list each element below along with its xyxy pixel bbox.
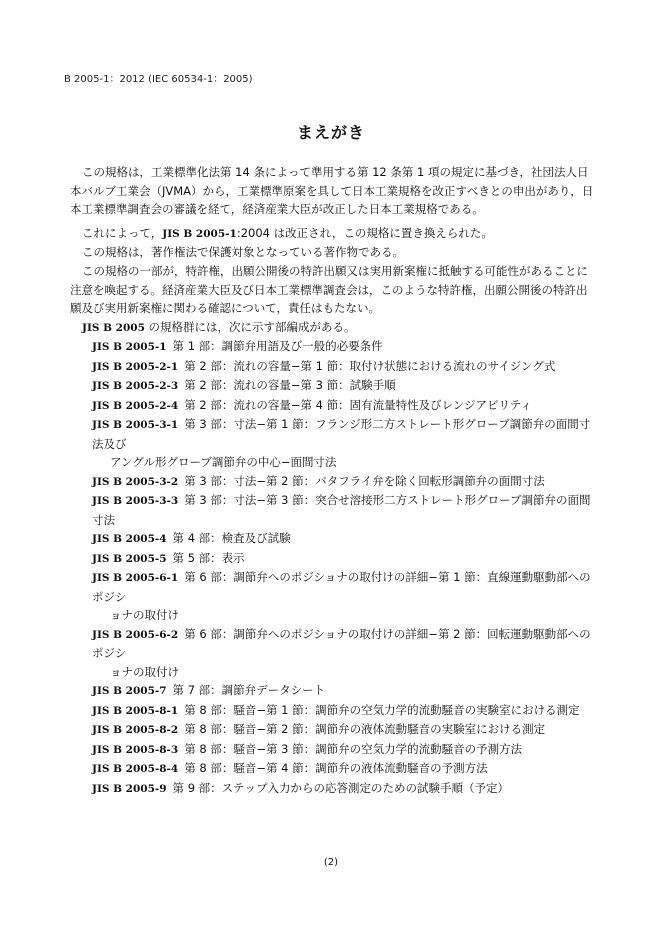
- part-code: JIS B 2005-5: [92, 552, 167, 565]
- part-code: JIS B 2005-8-2: [92, 724, 179, 736]
- list-item: [92, 491, 597, 529]
- part-code: JIS B 2005-2-3: [92, 380, 179, 392]
- part-title: 第 3 部：寸法−第 2 節：バタフライ弁を除く回転形調節弁の面間寸法: [184, 473, 545, 488]
- part-title: 第 6 部：調節弁へのポジショナの取付けの詳細−第 1 節：直線運動駆動部へのポジシ: [92, 570, 591, 604]
- part-title: 第 2 部：流れの容量−第 4 節：固有流量特性及びレンジアビリティ: [184, 397, 532, 412]
- part-code: JIS B 2005-8-3: [92, 743, 179, 756]
- foreword-paragraph-5: [82, 318, 607, 338]
- part-code: JIS B 2005-7: [92, 685, 167, 697]
- part-code: JIS B 2005-3-2: [92, 475, 179, 488]
- list-item: [92, 376, 597, 396]
- part-title-continuation: ョナの取付け: [110, 664, 179, 679]
- list-item: [92, 701, 597, 721]
- part-code: JIS B 2005-9: [92, 782, 167, 795]
- list-item: [92, 472, 597, 492]
- p5-standard-code: JIS B 2005: [82, 322, 145, 334]
- p2-standard-code: JIS B 2005-1: [162, 228, 237, 240]
- part-title: 第 6 部：調節弁へのポジショナの取付けの詳細−第 2 節：回転運動駆動部へのポジシ: [92, 626, 591, 660]
- page-title: まえがき: [296, 123, 365, 142]
- list-item: [92, 740, 597, 760]
- part-code: JIS B 2005-6-2: [92, 628, 179, 641]
- part-title: 第 1 部：調節弁用語及び一般的必要条件: [172, 339, 383, 353]
- part-title: 第 4 部：検査及び試験: [172, 531, 291, 545]
- list-item: [92, 779, 597, 799]
- list-item: [92, 337, 597, 357]
- part-code: JIS B 2005-4: [92, 533, 167, 545]
- part-code: JIS B 2005-2-4: [92, 399, 179, 412]
- list-item: [92, 568, 597, 625]
- part-code: JIS B 2005-8-1: [92, 704, 179, 717]
- part-code: JIS B 2005-2-1: [92, 360, 179, 373]
- part-title: 第 8 部：騒音−第 2 節：調節弁の液体流動騒音の実験室における測定: [184, 722, 546, 736]
- foreword-paragraph-2: [82, 224, 607, 244]
- part-title: 第 8 部：騒音−第 3 節：調節弁の空気力学的流動騒音の予測方法: [184, 741, 523, 756]
- foreword-paragraph-3: この規格は，著作権法で保護対象となっている著作物である。: [82, 245, 404, 259]
- part-code: JIS B 2005-1: [92, 341, 167, 353]
- part-code: JIS B 2005-3-3: [92, 495, 179, 507]
- list-item: [92, 759, 597, 779]
- part-title: 第 3 部：寸法−第 3 節：突合せ溶接形二方ストレート形グローブ調節弁の面間寸法: [92, 493, 591, 527]
- part-title: 第 2 部：流れの容量−第 3 節：試験手順: [184, 378, 396, 392]
- list-item: [92, 720, 597, 740]
- parts-list: [92, 337, 597, 798]
- page-number: (2): [323, 857, 339, 868]
- part-title: 第 9 部：ステップ入力からの応答測定のための試験手順（予定）: [172, 780, 509, 795]
- list-item: [92, 396, 597, 416]
- p2-pre: これによって，: [82, 226, 163, 240]
- part-title: 第 3 部：寸法−第 1 節：フランジ形二方ストレート形グローブ調節弁の面間寸法及び: [92, 417, 591, 451]
- part-title: 第 5 部：表示: [172, 550, 245, 565]
- part-title: 第 2 部：流れの容量−第 1 節：取付け状態における流れのサイジング式: [184, 358, 556, 373]
- list-item: [92, 415, 597, 472]
- part-code: JIS B 2005-3-1: [92, 419, 179, 431]
- document-header: B 2005-1：2012 (IEC 60534-1：2005): [64, 74, 253, 85]
- part-title-continuation: アングル形グローブ調節弁の中心−面間寸法: [110, 455, 337, 469]
- p2-post: :2004 は改正され，この規格に置き換えられた。: [236, 226, 493, 240]
- list-item: [92, 681, 597, 701]
- list-item: [92, 357, 597, 377]
- part-title: 第 8 部：騒音−第 1 節：調節弁の空気力学的流動騒音の実験室における測定: [184, 702, 580, 717]
- part-title-continuation: ョナの取付け: [110, 608, 179, 622]
- p5-post: の規格群には，次に示す部編成がある。: [144, 320, 356, 334]
- part-code: JIS B 2005-8-4: [92, 763, 179, 775]
- foreword-paragraph-4: この規格の一部が，特許権，出願公開後の特許出願又は実用新案権に抵触する可能性があることに注意を喚起する。経済産業大臣及び日本工業標準調査会は，このような特許権，出願公開後の特許出願及び実用新案権に関わる確認について，責任はもたない。: [70, 264, 588, 315]
- list-item: [92, 529, 597, 549]
- list-item: [92, 549, 597, 569]
- part-title: 第 7 部：調節弁データシート: [172, 683, 326, 697]
- part-code: JIS B 2005-6-1: [92, 572, 179, 584]
- foreword-paragraph-1: この規格は，工業標準化法第 14 条によって準用する第 12 条第 1 項の規定に基づき，社団法人日本バルブ工業会（JVMA）から，工業標準原案を具して日本工業規格を改正すべきとの申出があり，日本工業標準調査会の審議を経て，経済産業大臣が改正した日本工業規格である。: [70, 165, 594, 216]
- part-title: 第 8 部：騒音−第 4 節：調節弁の液体流動騒音の予測方法: [184, 761, 488, 775]
- list-item: [92, 625, 597, 682]
